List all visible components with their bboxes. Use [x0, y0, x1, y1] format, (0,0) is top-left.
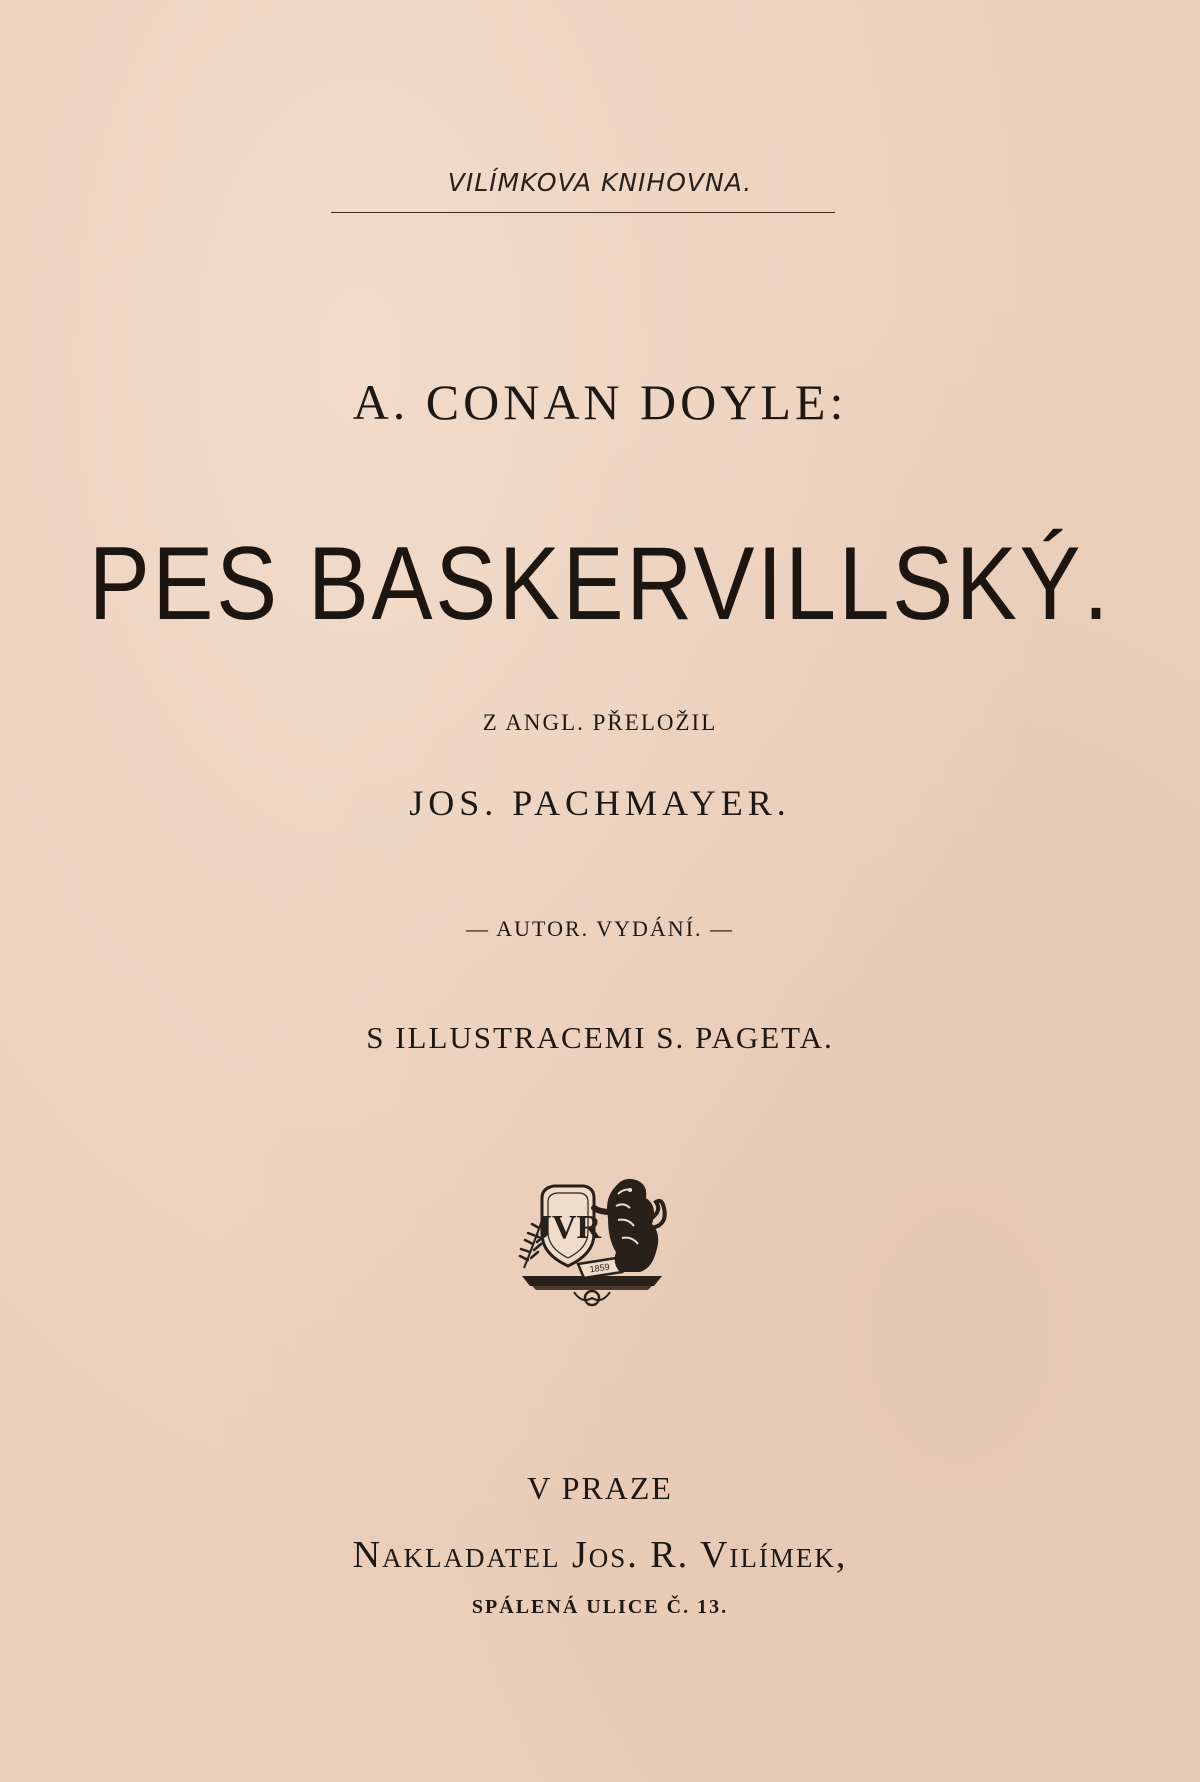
- author-name: A. CONAN DOYLE:: [352, 374, 848, 430]
- imprint-publisher: Nakladatel Jos. R. Vilímek,: [352, 1534, 848, 1576]
- illustrations-credit: S ILLUSTRACEMI S. PAGETA.: [366, 1020, 834, 1055]
- emblem-monogram: JVR: [534, 1209, 602, 1246]
- series-underline: [331, 212, 835, 213]
- imprint-address: SPÁLENÁ ULICE Č. 13.: [471, 1596, 729, 1618]
- translator-name: JOS. PACHMAYER.: [409, 783, 791, 823]
- edition-note: — AUTOR. VYDÁNÍ. —: [465, 916, 735, 941]
- series-title: VILÍMKOVA KNIHOVNA.: [447, 168, 753, 197]
- translator-intro: Z ANGL. PŘELOŽIL: [482, 710, 718, 735]
- imprint-place: V PRAZE: [527, 1470, 673, 1506]
- emblem-year: 1859: [588, 1261, 611, 1275]
- publisher-lion-emblem-icon: [512, 1168, 672, 1308]
- book-title: PES BASKERVILLSKÝ.: [88, 526, 1112, 642]
